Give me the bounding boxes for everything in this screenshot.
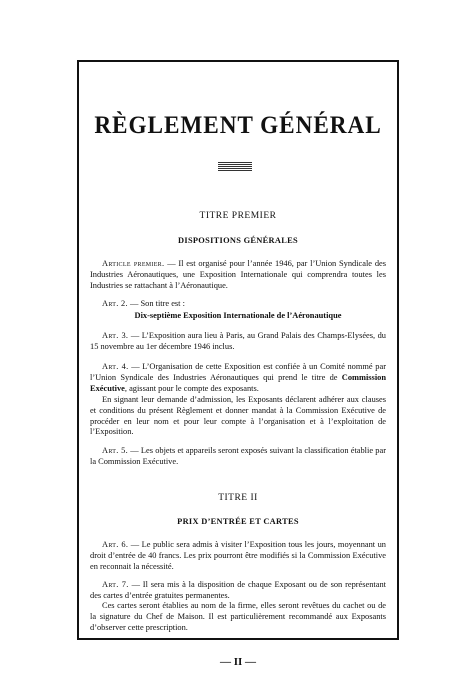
article-text: — Les objets et appareils seront exposés suivant la classification établie par la Commission Exécutive. bbox=[90, 446, 386, 466]
ornament-divider bbox=[218, 162, 252, 174]
article-text: — L’Organisation de cette Exposition est confiée à un Comité nommé par l’Union Syndicale des Industries Aéronautiques qui prend le titre de bbox=[90, 362, 386, 382]
article-label: Art. 5. bbox=[102, 446, 129, 455]
article-text: — Son titre est : bbox=[127, 299, 185, 308]
page-title: RÈGLEMENT GÉNÉRAL bbox=[94, 112, 382, 139]
article-4 bbox=[90, 362, 386, 394]
article-5 bbox=[90, 446, 386, 468]
article-3 bbox=[90, 331, 386, 353]
page-number: — II — bbox=[219, 656, 257, 668]
article-text: , agissant pour le compte des exposants. bbox=[124, 383, 259, 393]
article-label: Article premier. bbox=[102, 259, 165, 268]
titre-premier-heading: TITRE PREMIER bbox=[199, 211, 277, 221]
article-2 bbox=[90, 299, 386, 310]
article-7-paragraph-2: Ces cartes seront établies au nom de la firme, elles seront revêtues du cachet ou de la signature du Chef de Maison. Il est particulièrement recommandé aux Exposants d’observer cette prescription. bbox=[90, 601, 386, 632]
article-label: Art. 6. bbox=[102, 540, 129, 549]
commission-executive: Commission Exécutive bbox=[90, 372, 386, 393]
section-prix-entree: PRIX D’ENTRÉE ET CARTES bbox=[177, 517, 299, 526]
article-text: — Le public sera admis à visiter l’Exposition tous les jours, moyennant un droit d’entrée de 40 francs. Les prix pourront être modifiés si la Commission Exécutive en reconnait la nécessité. bbox=[90, 540, 386, 571]
article-4-paragraph-2: En signant leur demande d’admission, les Exposants déclarent adhérer aux clauses et conditions du présent Règlement et donner mandat à la Commission Exécutive de procéder en leur nom et pour leur compte à l’organisation et à l’exploitation de l’Exposition. bbox=[90, 395, 386, 437]
article-6 bbox=[90, 540, 386, 572]
article-label: Art. 4. bbox=[102, 362, 129, 371]
article-7 bbox=[90, 580, 386, 602]
article-label: Art. 2. bbox=[102, 299, 128, 308]
section-dispositions-generales: DISPOSITIONS GÉNÉRALES bbox=[178, 236, 298, 245]
article-text: — Il sera mis à la disposition de chaque Exposant ou de son représentant des cartes d’entrée gratuites permanentes. bbox=[90, 580, 386, 600]
article-label: Art. 7. bbox=[102, 580, 129, 589]
titre-ii-heading: TITRE II bbox=[218, 493, 258, 503]
exposition-name: Dix-septième Exposition Internationale de l’Aéronautique bbox=[134, 311, 342, 320]
article-text: — Il est organisé pour l’année 1946, par l’Union Syndicale des Industries Aéronautiques, une Exposition Internationale qui comprendra toutes les Industries se rattachant à l’Aéronautique. bbox=[90, 259, 386, 290]
article-premier bbox=[90, 259, 386, 291]
article-label: Art. 3. bbox=[102, 331, 129, 340]
article-text: — L’Exposition aura lieu à Paris, au Grand Palais des Champs-Elysées, du 15 novembre au 1er décembre 1946 inclus. bbox=[90, 331, 386, 351]
